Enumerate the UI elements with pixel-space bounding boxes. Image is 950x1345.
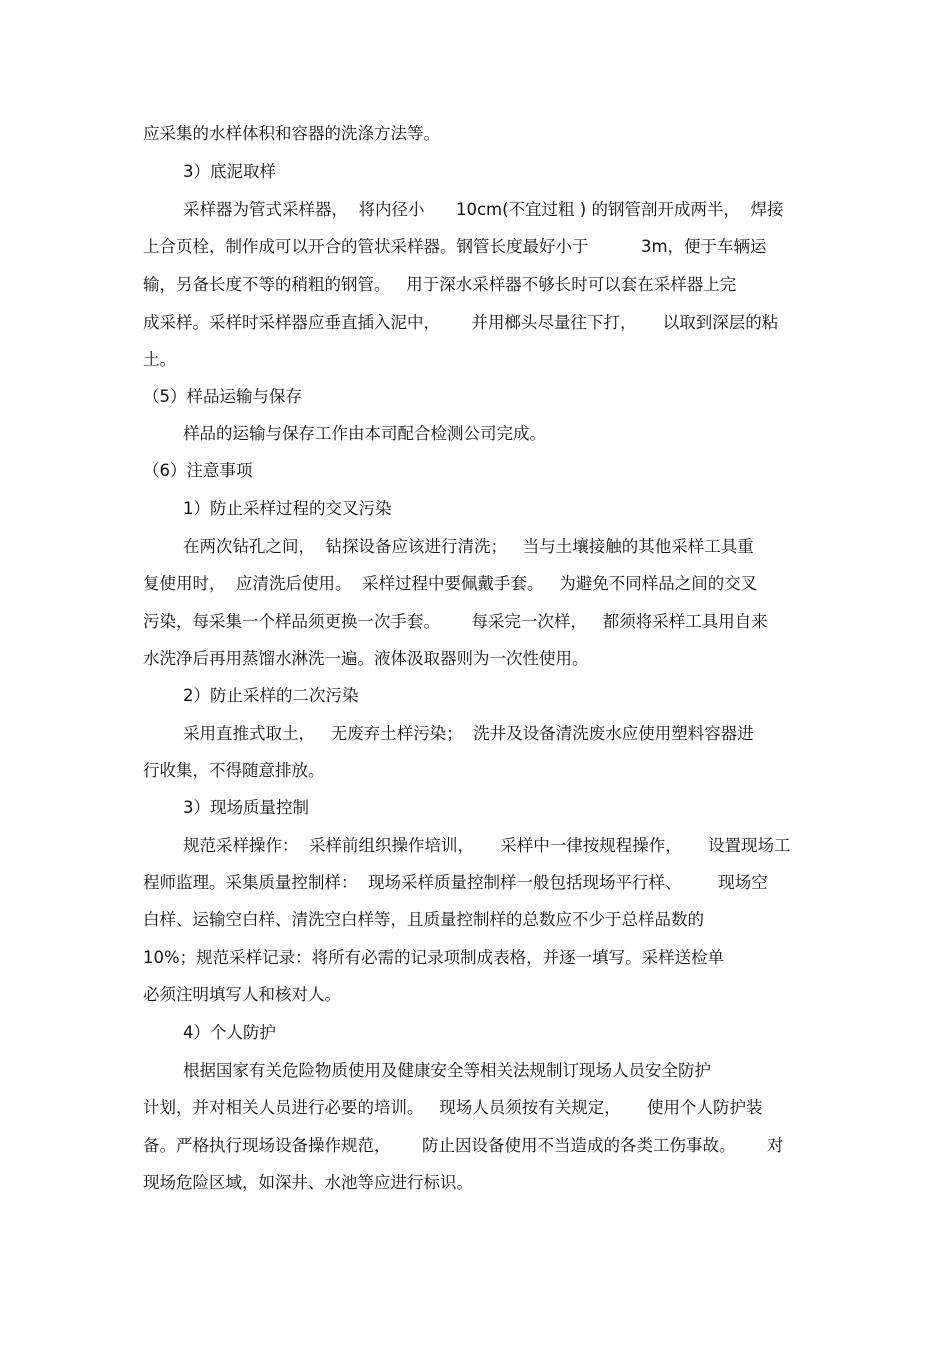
paragraph-line: 计划，并对相关人员进行必要的培训。 现场人员须按有关规定， 使用个人防护装 (143, 1098, 763, 1117)
paragraph-line: 成采样。采样时采样器应垂直插入泥中， 并用榔头尽量往下打， 以取到深层的粘 (143, 313, 779, 332)
paragraph-line: 必须注明填写人和核对人。 (143, 985, 341, 1004)
paragraph-line: 根据国家有关危险物质使用及健康安全等相关法规制订现场人员安全防护 (183, 1061, 711, 1080)
subheading: 3）底泥取样 (183, 162, 276, 181)
paragraph-line: 样品的运输与保存工作由本司配合检测公司完成。 (183, 424, 546, 443)
subheading: 1）防止采样过程的交叉污染 (183, 499, 392, 518)
subheading: 2）防止采样的二次污染 (183, 686, 359, 705)
paragraph-line: 应采集的水样体积和容器的洗涤方法等。 (143, 124, 440, 143)
paragraph-line: 行收集，不得随意排放。 (143, 761, 325, 780)
subheading: 4）个人防护 (183, 1023, 276, 1042)
paragraph-line: 白样、运输空白样、清洗空白样等，且质量控制样的总数应不少于总样品数的 (143, 910, 704, 929)
paragraph-line: 水洗净后再用蒸馏水淋洗一遍。液体汲取器则为一次性使用。 (143, 649, 589, 668)
paragraph-line: 在两次钻孔之间， 钻探设备应该进行清洗； 当与土壤接触的其他采样工具重 (183, 537, 754, 556)
paragraph-line: 上合页栓，制作成可以开合的管状采样器。钢管长度最好小于 3m，便于车辆运 (143, 237, 767, 256)
paragraph-line: 污染，每采集一个样品须更换一次手套。 每采完一次样， 都须将采样工具用自来 (143, 612, 768, 631)
paragraph-line: 采用直推式取土， 无废弃土样污染； 洗井及设备清洗废水应使用塑料容器进 (183, 724, 754, 743)
paragraph-line: 规范采样操作： 采样前组织操作培训， 采样中一律按规程操作， 设置现场工 (183, 836, 791, 855)
paragraph-line: 输，另备长度不等的稍粗的钢管。 用于深水采样器不够长时可以套在采样器上完 (143, 275, 737, 294)
paragraph-line: 备。严格执行现场设备操作规范， 防止因设备使用不当造成的各类工伤事故。 对 (143, 1136, 784, 1155)
section-heading: （5）样品运输与保存 (143, 387, 302, 406)
paragraph-line: 10%；规范采样记录：将所有必需的记录项制成表格，并逐一填写。采样送检单 (143, 948, 725, 967)
subheading: 3）现场质量控制 (183, 798, 309, 817)
paragraph-line: 采样器为管式采样器， 将内径小 10cm(不宜过粗 ) 的钢管剖开成两半， 焊接 (183, 200, 784, 219)
section-heading: （6）注意事项 (143, 461, 253, 480)
paragraph-line: 现场危险区域，如深井、水池等应进行标识。 (143, 1173, 473, 1192)
paragraph-line: 程师监理。采集质量控制样： 现场采样质量控制样一般包括现场平行样、 现场空 (143, 873, 768, 892)
paragraph-line: 土。 (143, 350, 176, 369)
paragraph-line: 复使用时， 应清洗后使用。 采样过程中要佩戴手套。 为避免不同样品之间的交叉 (143, 574, 758, 593)
